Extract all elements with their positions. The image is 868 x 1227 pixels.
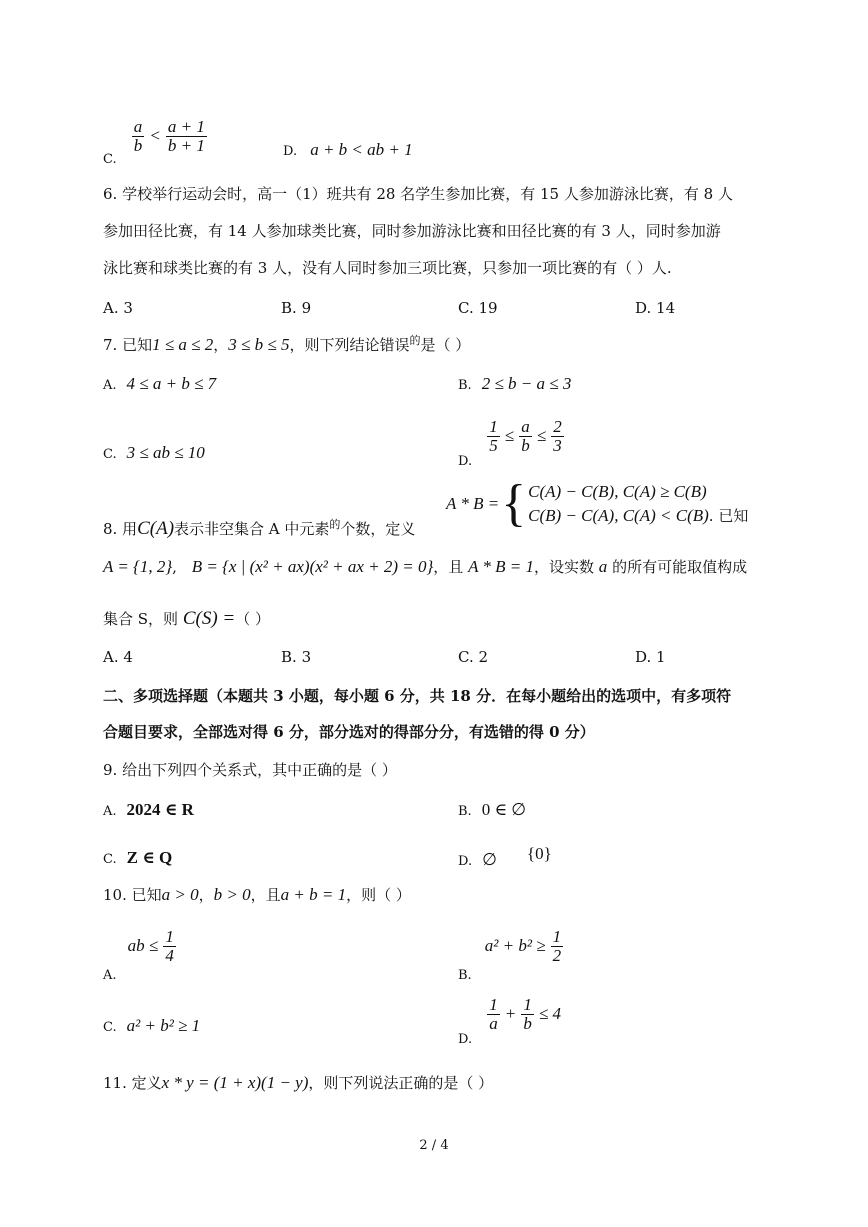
- q8-stem-line1: 8. 用C(A)表示非空集合 A 中元素$^的$个数，定义: [103, 518, 416, 539]
- q9-option-c: C. Z ∈ Q: [103, 848, 173, 867]
- q10-option-d: $_{D.}$ $\frac{1}{a}$ + $\frac{1}{b}$ ≤ 4: [458, 995, 562, 1047]
- q7-option-b: B. 2 ≤ b − a ≤ 3: [458, 374, 572, 393]
- q9-stem: 9. 给出下列四个关系式，其中正确的是（ ）: [103, 761, 397, 779]
- q5-option-c: $_{C.}$ $\frac{a}{b}$ < $\frac{a + 1}{b + 1}$: [103, 117, 205, 167]
- q7-option-d: $_{D.}$ $\frac{1}{5}$ ≤ $\frac{a}{b}$ ≤ $\frac{2}{3}$: [458, 417, 562, 469]
- q8-option-c: C. 2: [458, 648, 489, 666]
- q5-c-lhs-fraction: $\frac{a}{b}$: [133, 117, 143, 155]
- q5-c-rhs-fraction: $\frac{a + 1}{b + 1}$: [167, 117, 205, 155]
- q8-option-a: A. 4: [103, 648, 133, 666]
- q8-stem-line2: A = {1, 2}, B = {x | (x² + ax)(x² + ax + 2) = 0}，且 A * B = 1，设实数 a 的所有可能取值构成: [103, 557, 748, 576]
- q10-option-b: $_{B.}$ a² + b² ≥ $\frac{1}{2}$: [458, 927, 562, 983]
- q7-stem: 7. 已知1 ≤ a ≤ 2，3 ≤ b ≤ 5，则下列结论错误$^的$是（ ）: [103, 334, 471, 354]
- q6-option-c: C. 19: [458, 299, 498, 317]
- q9-option-b: B. 0 ∈ ∅: [458, 800, 527, 819]
- q6-option-d: D. 14: [635, 299, 676, 317]
- q9-option-a: A. 2024 ∈ R: [103, 800, 194, 819]
- q8-option-b: B. 3: [281, 648, 312, 666]
- q6-option-a: A. 3: [103, 299, 133, 317]
- page-number: 2 / 4: [419, 1138, 449, 1153]
- q6-option-b: B. 9: [281, 299, 312, 317]
- section2-heading-line1: 二、多项选择题（本题共 3 小题，每小题 6 分，共 18 分．在每小题给出的选项中，有多项符: [103, 687, 732, 705]
- q10-stem: 10. 已知a > 0，b > 0，且a + b = 1，则（ ）: [103, 885, 411, 904]
- q6-stem-line2: 参加田径比赛，有 14 人参加球类比赛，同时参加游泳比赛和田径比赛的有 3 人，同时参加游: [103, 222, 721, 240]
- q8-option-d: D. 1: [635, 648, 666, 666]
- q7-option-c: C. 3 ≤ ab ≤ 10: [103, 443, 205, 462]
- q10-option-a: $_{A.}$ ab ≤ $\frac{1}{4}$: [103, 927, 174, 983]
- section2-heading-line2: 合题目要求，全部选对得 6 分，部分选对的得部分分，有选错的得 0 分）: [103, 723, 595, 741]
- q11-stem: 11. 定义x * y = (1 + x)(1 − y)，则下列说法正确的是（ ）: [103, 1073, 494, 1092]
- q6-stem-line3: 泳比赛和球类比赛的有 3 人，没有人同时参加三项比赛，只参加一项比赛的有（ ）人.: [103, 259, 672, 277]
- q8-definition: A * B = { C(A) − C(B), C(A) ≥ C(B) C(B) − C(A), C(A) < C(B) . 已知: [446, 475, 749, 532]
- q6-stem-line1: 6. 学校举行运动会时，高一（1）班共有 28 名学生参加比赛，有 15 人参加游泳比赛，有 8 人: [103, 185, 733, 203]
- q9-option-d: D. ∅ {0}: [458, 844, 552, 869]
- q5-option-d: D. a + b < ab + 1: [283, 140, 413, 159]
- q8-stem-line3: 集合 S，则 C(S) =（ ）: [103, 608, 270, 629]
- q7-option-a: A. 4 ≤ a + b ≤ 7: [103, 374, 217, 393]
- q10-option-c: C. a² + b² ≥ 1: [103, 1016, 201, 1035]
